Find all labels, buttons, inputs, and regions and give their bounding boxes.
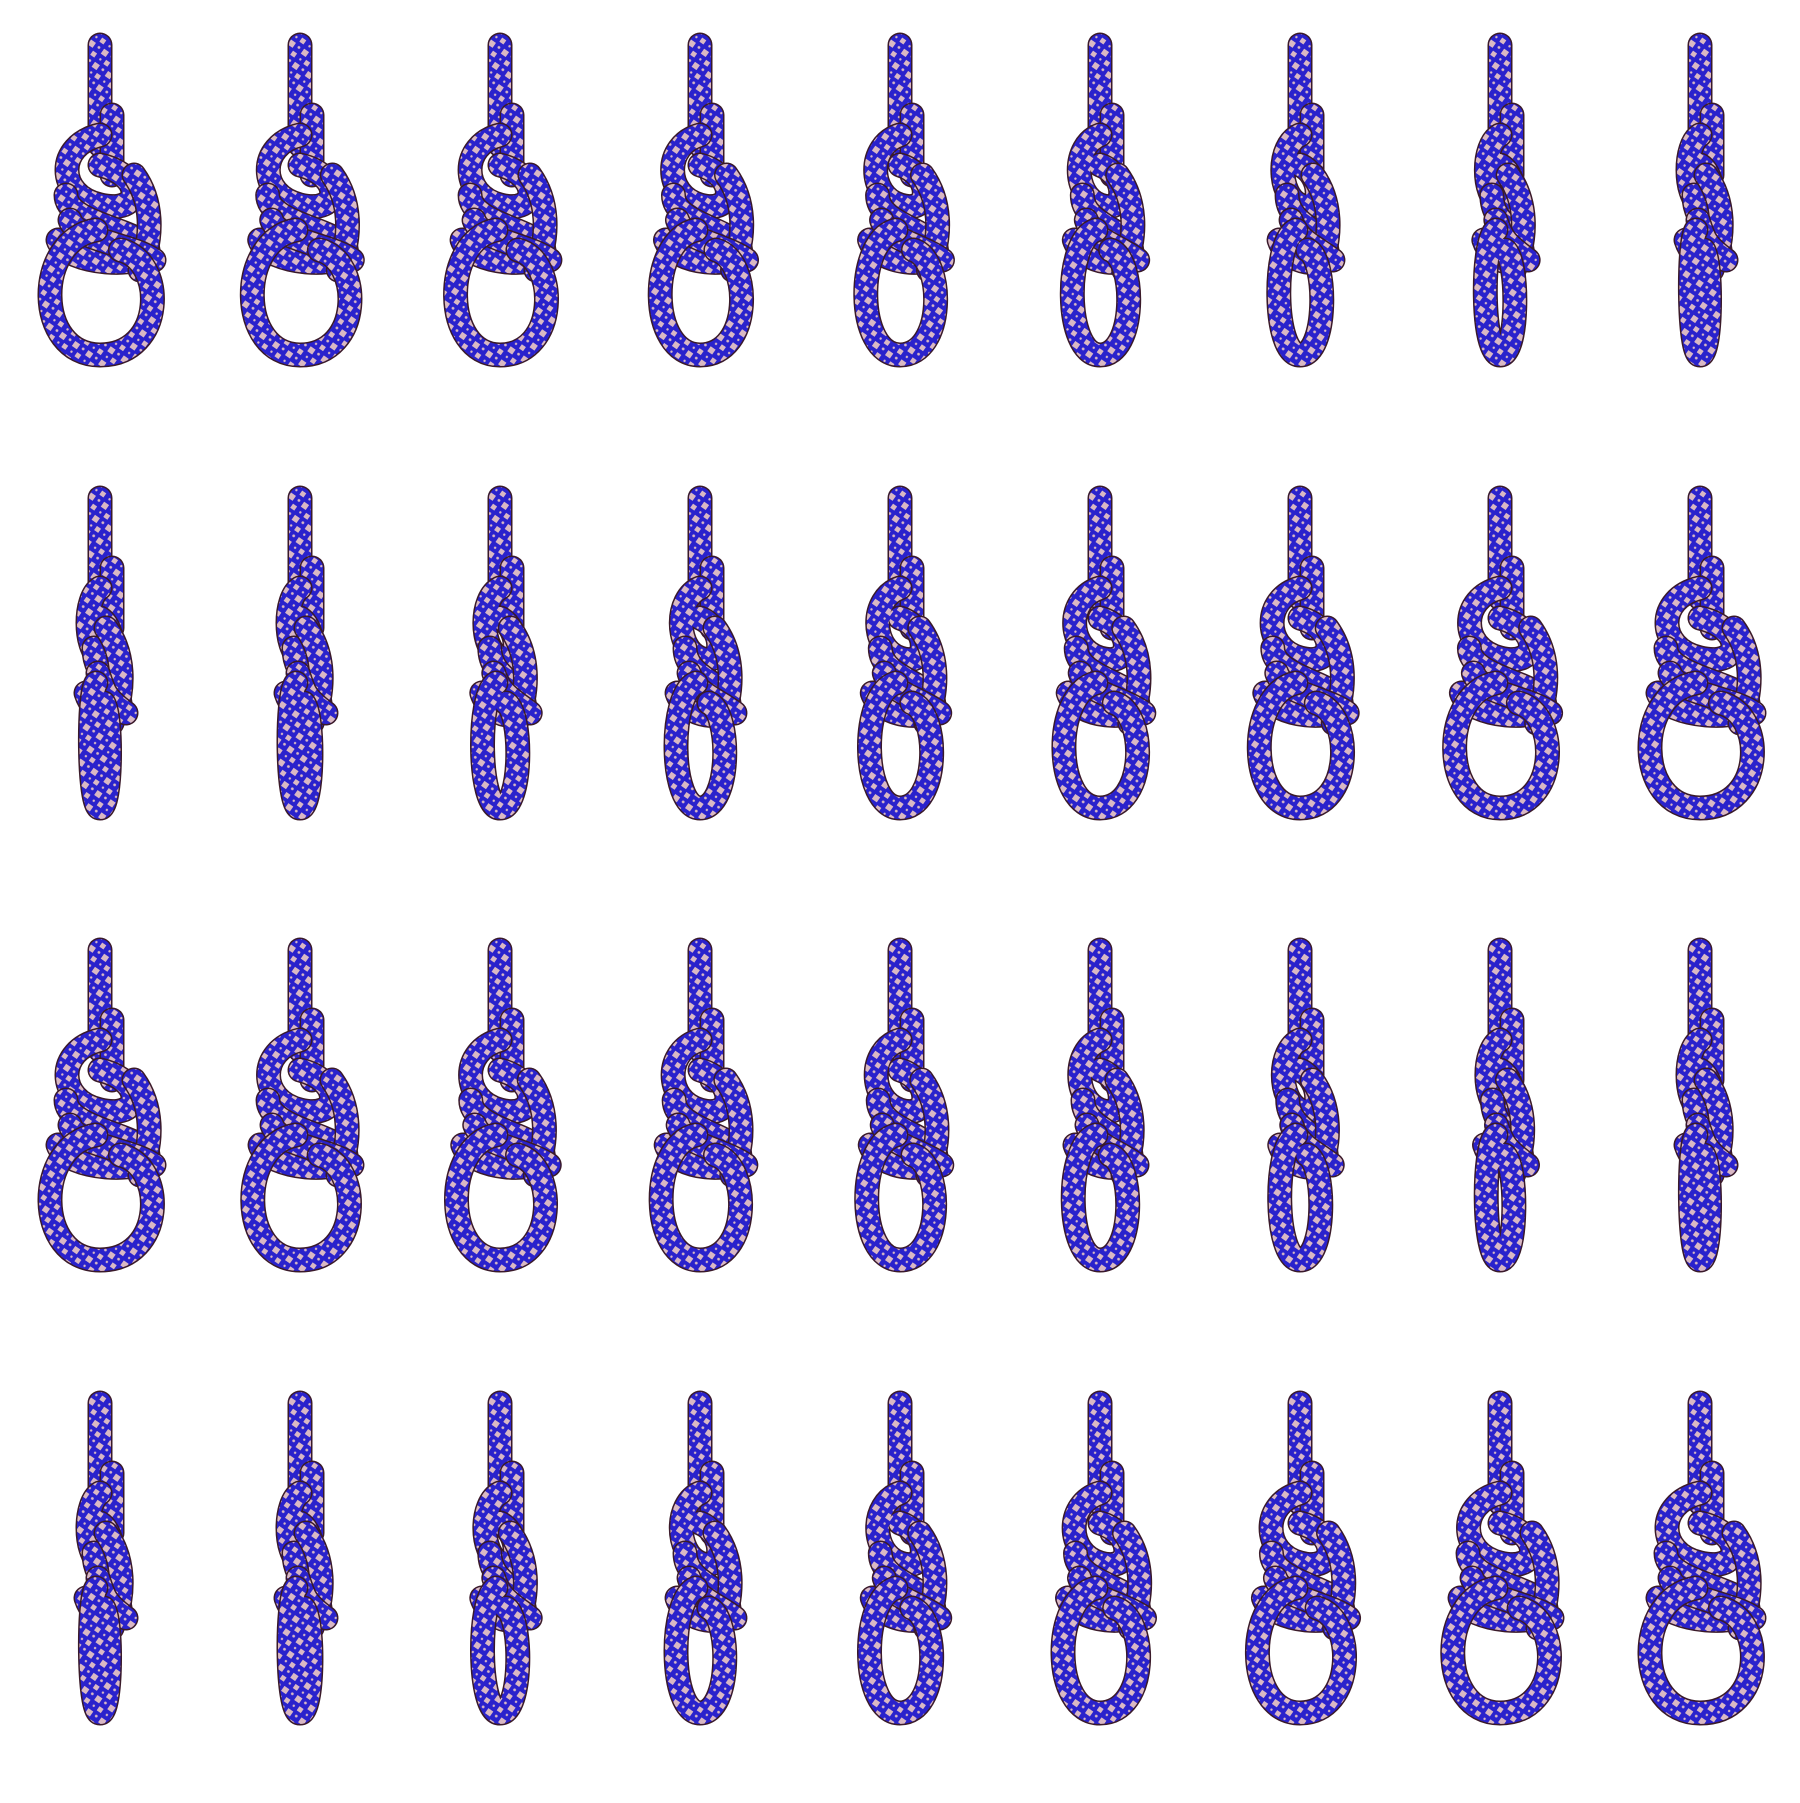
knot-frame-r4-c3 — [400, 1383, 600, 1803]
knot-frame-r4-c8 — [1400, 1383, 1600, 1803]
knot-frame-r3-c6 — [1000, 930, 1200, 1350]
knot-frame-r3-c1 — [0, 930, 200, 1350]
knot-frame-r1-c7 — [1200, 25, 1400, 445]
knot-frame-r3-c2 — [200, 930, 400, 1350]
knot-frame-r4-c9 — [1600, 1383, 1800, 1803]
knot-frame-r1-c5 — [800, 25, 1000, 445]
knot-frame-r1-c8 — [1400, 25, 1600, 445]
knot-frame-r3-c4 — [600, 930, 800, 1350]
knot-frame-r2-c8 — [1400, 478, 1600, 898]
knot-frame-r1-c3 — [400, 25, 600, 445]
knot-frame-r1-c6 — [1000, 25, 1200, 445]
knot-frame-r2-c1 — [0, 478, 200, 898]
knot-frame-r2-c6 — [1000, 478, 1200, 898]
knot-frame-r2-c7 — [1200, 478, 1400, 898]
knot-frame-r2-c5 — [800, 478, 1000, 898]
knot-frame-r3-c3 — [400, 930, 600, 1350]
knot-frame-r1-c2 — [200, 25, 400, 445]
knot-frame-r1-c1 — [0, 25, 200, 445]
knot-frame-r4-c4 — [600, 1383, 800, 1803]
knot-frame-r4-c7 — [1200, 1383, 1400, 1803]
knot-frame-r3-c5 — [800, 930, 1000, 1350]
knot-frame-r4-c5 — [800, 1383, 1000, 1803]
knot-frame-r2-c3 — [400, 478, 600, 898]
knot-frame-r1-c4 — [600, 25, 800, 445]
knot-frame-r2-c2 — [200, 478, 400, 898]
knot-frame-r4-c6 — [1000, 1383, 1200, 1803]
knot-frame-r2-c9 — [1600, 478, 1800, 898]
knot-frame-r1-c9 — [1600, 25, 1800, 445]
knot-frame-r3-c7 — [1200, 930, 1400, 1350]
knot-frame-r4-c1 — [0, 1383, 200, 1803]
knot-frame-r3-c9 — [1600, 930, 1800, 1350]
knot-frame-r3-c8 — [1400, 930, 1600, 1350]
knot-frame-r2-c4 — [600, 478, 800, 898]
knot-frame-r4-c2 — [200, 1383, 400, 1803]
